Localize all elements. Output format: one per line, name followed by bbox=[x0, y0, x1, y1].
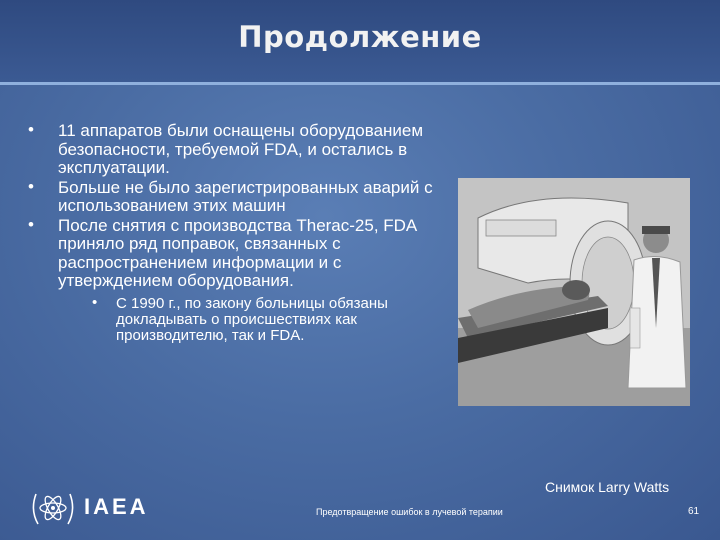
bullet-item bbox=[28, 214, 458, 291]
bullet-dot-icon: • bbox=[28, 214, 34, 234]
bullet-list bbox=[28, 122, 458, 344]
logo-text: IAEA bbox=[84, 494, 149, 519]
bullet-text: После снятия с производства Therac-25, FDA приняло ряд поправок, связанных с распространением информации и с утверждением оборудования. bbox=[58, 215, 417, 290]
bullet-dot-icon: • bbox=[92, 293, 98, 311]
bullet-item bbox=[28, 122, 458, 178]
page-number: 61 bbox=[688, 506, 700, 517]
therac-machine-photo bbox=[458, 178, 690, 406]
sub-bullet-text: С 1990 г., по закону больницы обязаны докладывать о происшествиях как производителю, так и FDA. bbox=[116, 294, 388, 344]
slide-title: Продолжение bbox=[238, 20, 482, 54]
sub-bullet-item bbox=[86, 293, 456, 344]
bullet-text: 11 аппаратов были оснащены оборудованием безопасности, требуемой FDA, и остались в эксплуатации. bbox=[58, 121, 424, 177]
iaea-logo bbox=[28, 484, 168, 530]
title-divider bbox=[0, 82, 720, 85]
bullet-item bbox=[28, 176, 458, 216]
atom-laurel-icon bbox=[28, 484, 78, 530]
bullet-dot-icon: • bbox=[28, 176, 34, 196]
photo-illustration bbox=[458, 178, 690, 406]
footer-text: Предотвращение ошибок в лучевой терапии bbox=[316, 507, 503, 517]
bullet-dot-icon: • bbox=[28, 120, 34, 139]
photo-caption: Снимок Larry Watts bbox=[545, 479, 670, 495]
bullet-text: Больше не было зарегистрированных аварий с использованием этих машин bbox=[58, 177, 433, 215]
